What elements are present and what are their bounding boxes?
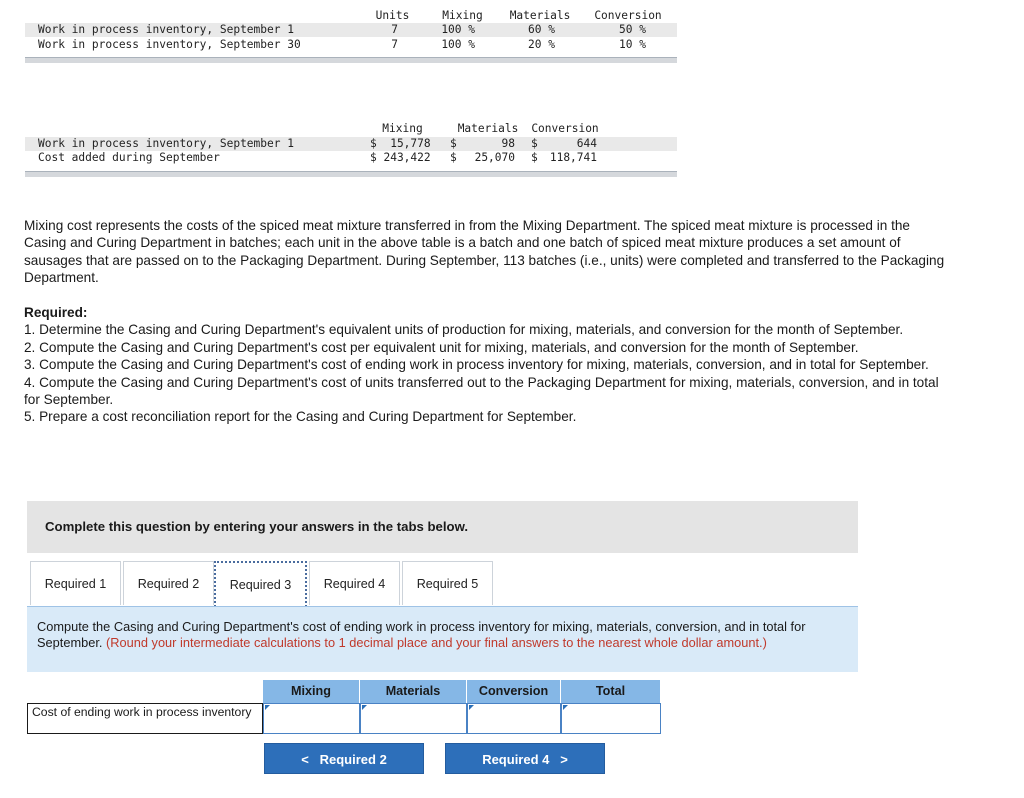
mixing-input-cell (263, 703, 360, 734)
header-materials: Materials (509, 10, 571, 22)
cell-conversion-sign: $ (531, 137, 538, 150)
conversion-input-cell (467, 703, 561, 734)
required-item: 2. Compute the Casing and Curing Department's cost per equivalent unit for mixing, materials, and conversion for the month of September. (24, 339, 859, 355)
table-row (25, 23, 677, 37)
cell-units: 7 (391, 38, 398, 51)
row-label: Cost added during September (38, 151, 220, 164)
input-marker-icon (563, 705, 568, 710)
tab-required-5[interactable]: Required 5 (402, 561, 493, 605)
header-mixing: Mixing (382, 122, 423, 135)
cell-mixing: 100 % (441, 38, 475, 51)
required-item: 1. Determine the Casing and Curing Department's equivalent units of production for mixing, materials, and conversion for the month of September. (24, 322, 904, 338)
cell-materials: 25,070 (474, 151, 515, 164)
cell-conversion: 10 % (619, 38, 646, 51)
table-row (25, 38, 677, 52)
cell-conversion: 50 % (619, 23, 646, 36)
cell-mixing: $ 15,778 (370, 137, 431, 150)
prev-required-button[interactable] (264, 743, 424, 774)
total-input-cell (561, 703, 661, 734)
next-required-button[interactable] (445, 743, 605, 774)
header-units: Units (375, 10, 410, 22)
total-input[interactable] (562, 704, 660, 733)
row-label: Work in process inventory, September 1 (38, 23, 294, 36)
tab-required-3[interactable]: Required 3 (214, 561, 307, 607)
table-divider (25, 57, 677, 63)
cell-conversion: 118,741 (549, 151, 597, 164)
cost-table-header (25, 122, 677, 136)
grid-row-label: Cost of ending work in process inventory (27, 703, 263, 734)
cell-mixing: $ 243,422 (370, 151, 431, 164)
question-panel (27, 606, 858, 672)
materials-input-cell (360, 703, 467, 734)
required-section (24, 304, 954, 426)
tab-required-1[interactable]: Required 1 (30, 561, 121, 605)
instruction-bar: Complete this question by entering your answers in the tabs below. (27, 501, 858, 553)
cell-units: 7 (391, 23, 398, 36)
chevron-left-icon: < (301, 752, 309, 767)
cell-conversion: 644 (576, 137, 597, 150)
row-label: Work in process inventory, September 30 (38, 38, 301, 51)
grid-header-total: Total (561, 680, 661, 703)
chevron-right-icon: > (560, 752, 568, 767)
conversion-input[interactable] (468, 704, 560, 733)
cell-conversion-sign: $ (531, 151, 538, 164)
required-item: 4. Compute the Casing and Curing Department's cost of units transferred out to the Packaging Department for mixing, materials, conversion, and in total for September. (24, 374, 939, 408)
cell-materials-sign: $ (450, 137, 457, 150)
mixing-input[interactable] (264, 704, 359, 733)
header-conversion: Conversion (594, 10, 662, 22)
cell-mixing: 100 % (441, 23, 475, 36)
grid-header-mixing: Mixing (263, 680, 360, 703)
next-button-label: Required 4 (482, 752, 550, 767)
question-text: Compute the Casing and Curing Department's cost of ending work in process inventory for mixing, materials, conversion, and in total for September. (37, 619, 806, 650)
grid-header-conversion: Conversion (467, 680, 561, 703)
materials-input[interactable] (361, 704, 466, 733)
required-item: 3. Compute the Casing and Curing Department's cost of ending work in process inventory for mixing, materials, conversion, and in total for September. (24, 357, 929, 373)
table-row (25, 137, 677, 151)
cell-materials: 20 % (528, 38, 555, 51)
input-marker-icon (362, 705, 367, 710)
tab-required-2[interactable]: Required 2 (123, 561, 214, 605)
cell-materials: 60 % (528, 23, 555, 36)
cell-materials: 98 (501, 137, 515, 150)
cost-table (25, 122, 677, 180)
header-conversion: Conversion (531, 122, 599, 135)
tab-required-4[interactable]: Required 4 (309, 561, 400, 605)
rounding-note: (Round your intermediate calculations to 1 decimal place and your final answers to the nearest whole dollar amount.) (106, 634, 767, 650)
input-marker-icon (265, 705, 270, 710)
table-row (25, 151, 677, 165)
header-mixing: Mixing (442, 10, 483, 22)
grid-header-materials: Materials (360, 680, 467, 703)
units-table-header (25, 10, 677, 22)
row-label: Work in process inventory, September 1 (38, 137, 294, 150)
units-table (25, 10, 677, 66)
required-item: 5. Prepare a cost reconciliation report for the Casing and Curing Department for September. (24, 409, 577, 425)
cell-materials-sign: $ (450, 151, 457, 164)
input-marker-icon (469, 705, 474, 710)
problem-description: Mixing cost represents the costs of the spiced meat mixture transferred in from the Mixing Department. The spiced meat mixture is processed in the Casing and Curing Department in batches; each unit in the above table is a batch and one batch of spiced meat mixture produces a set amount of sausages that are passed on to the Packaging Department. During September, 113 batches (i.e., units) were completed and transferred to the Packaging Department. (24, 218, 945, 286)
header-materials: Materials (457, 122, 519, 135)
prev-button-label: Required 2 (319, 752, 387, 767)
table-divider (25, 171, 677, 177)
required-heading: Required: (24, 305, 88, 320)
